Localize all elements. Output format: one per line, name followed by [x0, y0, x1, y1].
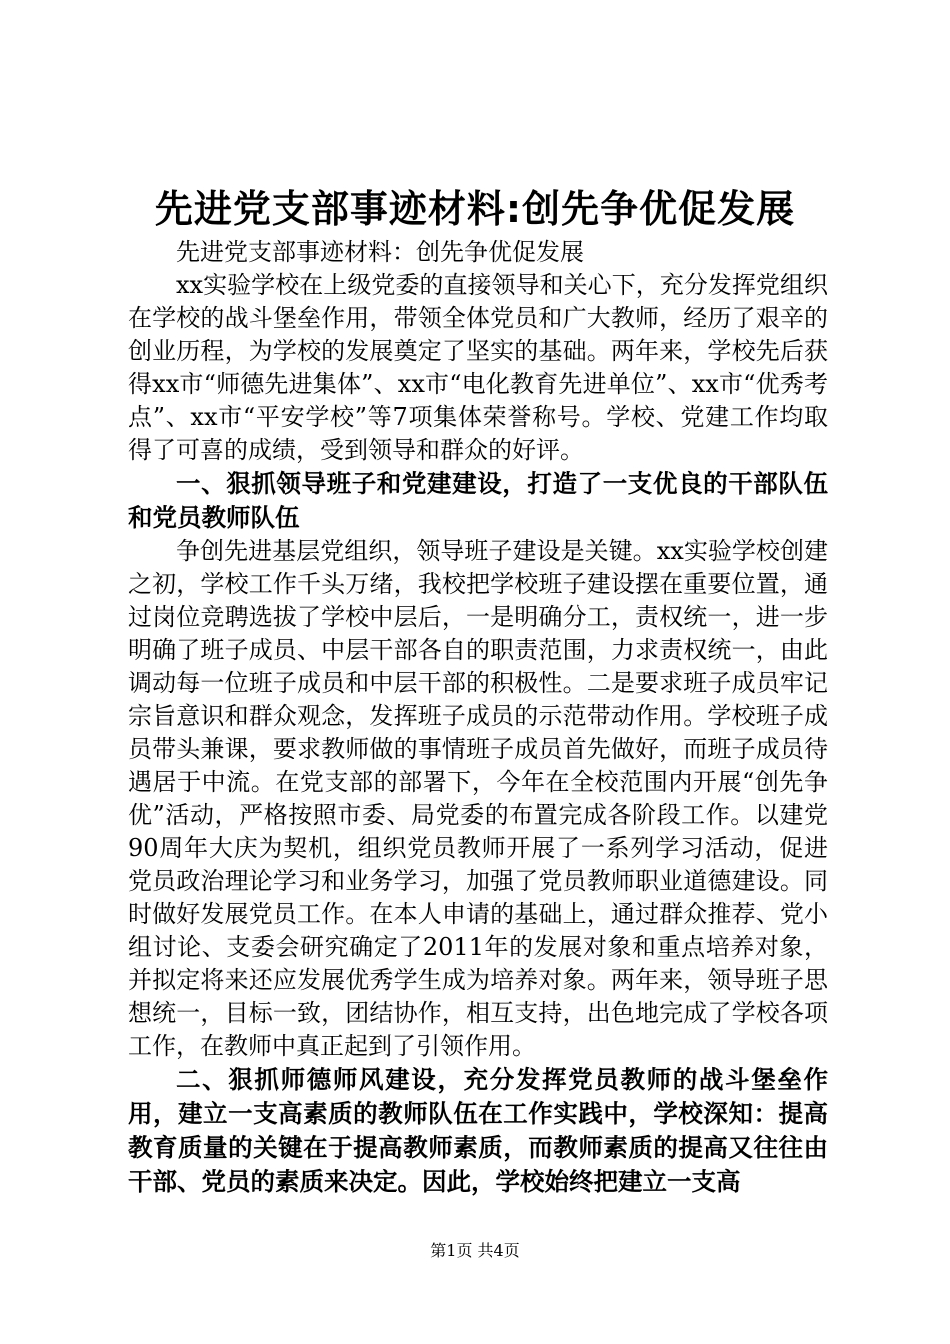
document-body: [128, 236, 828, 1199]
document-title: 先进党支部事迹材料:创先争优促发展: [154, 187, 796, 231]
intro-paragraph: xx实验学校在上级党委的直接领导和关心下，充分发挥党组织在学校的战斗堡垒作用，带领全体党员和广大教师，经历了艰辛的创业历程，为学校的发展奠定了坚实的基础。两年来，学校先后获得xx市“师德先进集体”、xx市“电化教育先进单位”、xx市“优秀考点”、xx市“平安学校”等7项集体荣誉称号。学校、党建工作均取得了可喜的成绩，受到领导和群众的好评。: [128, 271, 828, 464]
subtitle-paragraph: 先进党支部事迹材料：创先争优促发展: [176, 238, 584, 266]
section-heading-1: 一、狠抓领导班子和党建建设，打造了一支优良的干部队伍和党员教师队伍: [128, 469, 828, 532]
section-1-paragraph: 争创先进基层党组织，领导班子建设是关键。xx实验学校创建之初，学校工作千头万绪，我校把学校班子建设摆在重要位置，通过岗位竞聘选拔了学校中层后，一是明确分工，责权统一，进一步明确了班子成员、中层干部各自的职责范围，力求责权统一，由此调动每一位班子成员和中层干部的积极性。二是要求班子成员牢记宗旨意识和群众观念，发挥班子成员的示范带动作用。学校班子成员带头兼课，要求教师做的事情班子成员首先做好，而班子成员待遇居于中流。在党支部的部署下，今年在全校范围内开展“创先争优”活动，严格按照市委、局党委的布置完成各阶段工作。以建党90周年大庆为契机，组织党员教师开展了一系列学习活动，促进党员政治理论学习和业务学习，加强了党员教师职业道德建设。同时做好发展党员工作。在本人申请的基础上，通过群众推荐、党小组讨论、支委会研究确定了2011年的发展对象和重点培养对象，并拟定将来还应发展优秀学生成为培养对象。两年来，领导班子思想统一，目标一致，团结协作，相互支持，出色地完成了学校各项工作，在教师中真正起到了引领作用。: [128, 537, 828, 1060]
section-heading-2: 二、狠抓师德师风建设，充分发挥党员教师的战斗堡垒作用，建立一支高素质的教师队伍在工作实践中，学校深知：提高教育质量的关键在于提高教师素质，而教师素质的提高又往往由干部、党员的素质来决定。因此，学校始终把建立一支高: [128, 1065, 828, 1196]
page-footer: 第1页 共4页: [430, 1241, 520, 1260]
